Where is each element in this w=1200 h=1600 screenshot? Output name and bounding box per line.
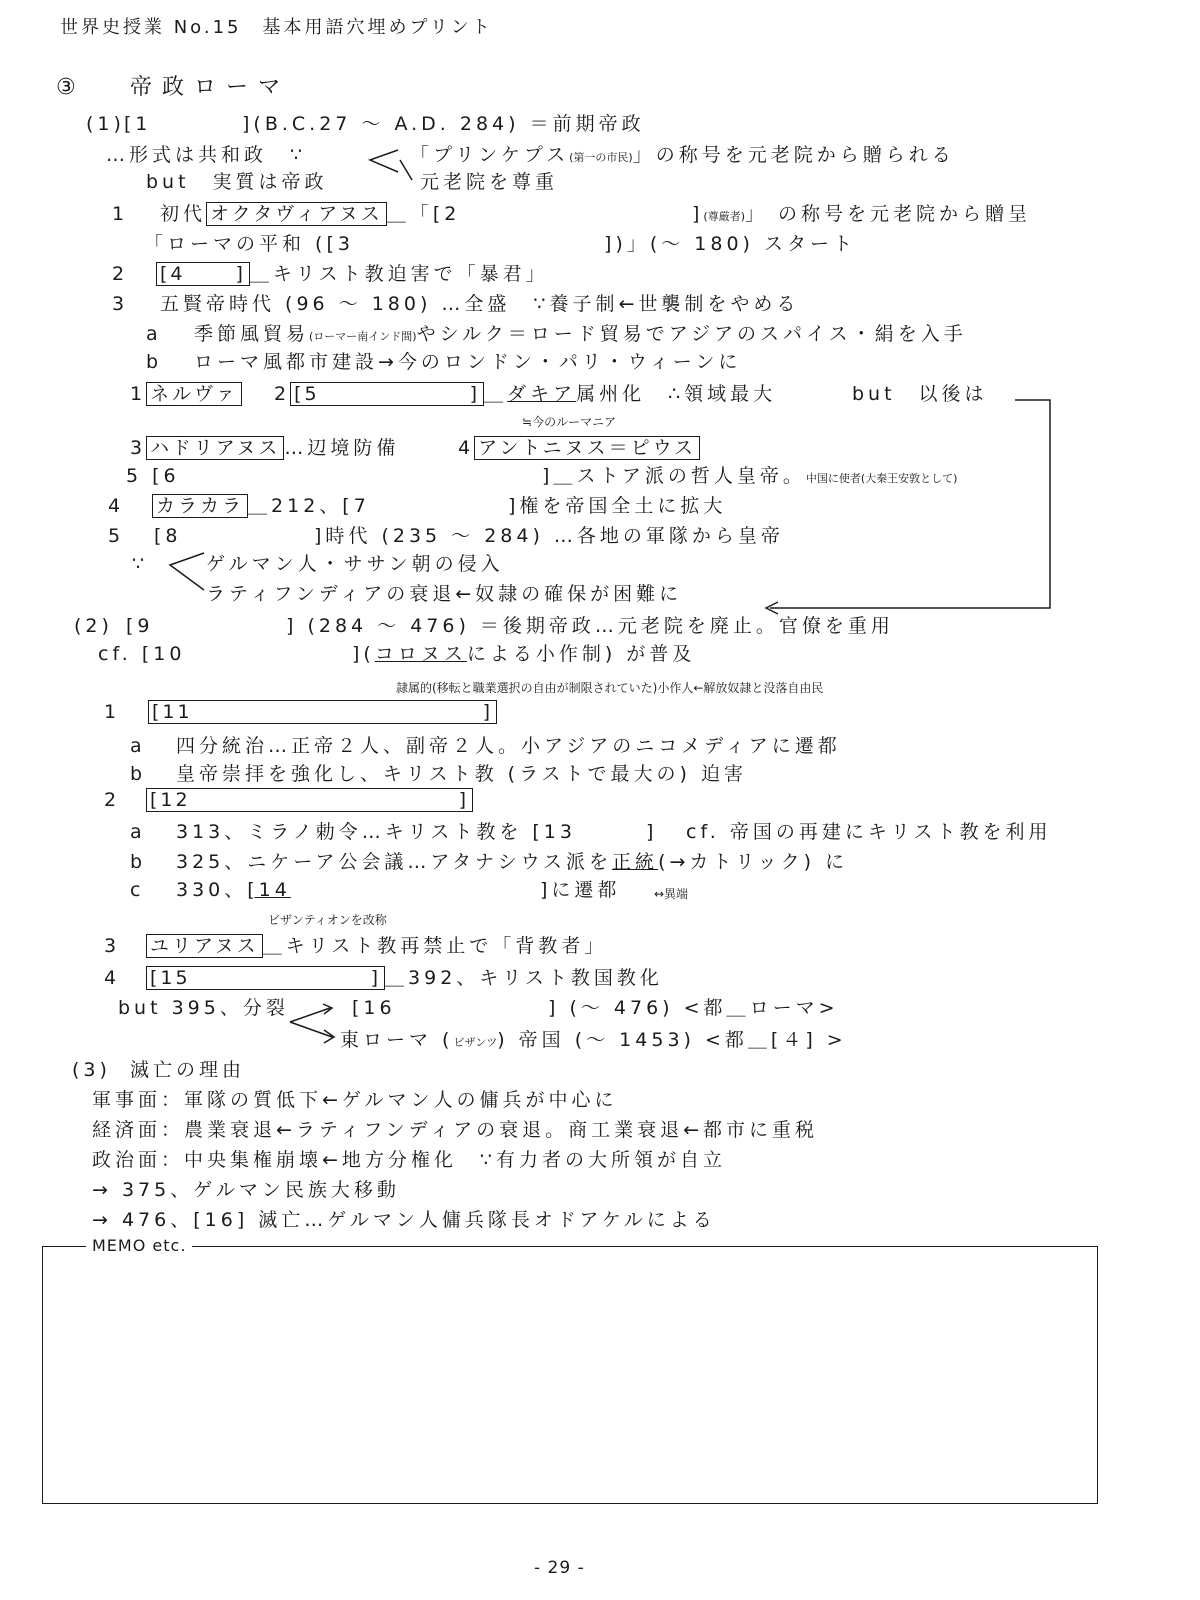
section-title: 帝政ローマ — [130, 75, 291, 100]
item3-number: 3 — [112, 293, 129, 315]
pax-romana-pre: 「ローマの平和 ([3 — [144, 233, 354, 255]
blank-13-close: ] — [646, 821, 658, 843]
item2-number: 2 — [112, 263, 129, 285]
emperor-5-pre: 5 [6 — [126, 465, 180, 487]
causes-bracket — [170, 553, 204, 590]
five-good-emperors: 五賢帝時代 (96 ～ 180) …全盛 ∵養子制←世襲制をやめる — [160, 293, 800, 315]
cause-2: ラティフンディアの衰退←奴隷の確保が困難に — [206, 583, 683, 605]
but-line: but 実質は帝政 — [146, 171, 328, 193]
emperor-5-tail: ]＿ストア派の哲人皇帝。中国に使者(大秦王安敦として) — [542, 465, 958, 487]
princeps-bracket — [370, 150, 398, 172]
colonus-note: 隷属的(移転と職業選択の自由が制限されていた)小作人←解放奴隷と没落自由民 — [396, 681, 824, 695]
item1-number: 1 — [112, 203, 129, 225]
item2-4-number: 4 — [104, 967, 121, 989]
blank-9: [9 — [126, 615, 154, 637]
blank-12 — [146, 788, 473, 812]
item2-2c-tail: ]に遷都 — [540, 879, 621, 901]
item4-number: 4 — [108, 495, 125, 517]
emperor-4: 4 アントニヌス＝ピウス — [458, 436, 700, 460]
blank-4-box: [4 ] — [156, 262, 250, 286]
split-arrow-west — [290, 1004, 332, 1022]
part3-title: 滅亡の理由 — [130, 1059, 246, 1081]
page-header: 世界史授業 No.15 基本用語穴埋めプリント — [60, 17, 493, 38]
event-476: → 476、[16] 滅亡…ゲルマン人傭兵隊長オドアケルによる — [92, 1209, 716, 1231]
hadrian-box: ハドリアヌス — [146, 436, 284, 460]
blank-5-box: [5 ] — [290, 382, 484, 406]
julian-box: ユリアヌス — [146, 934, 263, 958]
page-number: - 29 - — [534, 1558, 585, 1578]
memo-label: MEMO etc. — [86, 1234, 192, 1258]
blank-11 — [148, 700, 497, 724]
item2-1a-label: a — [130, 735, 146, 757]
reason-politics: 政治面：中央集権崩壊←地方分権化 ∵有力者の大所領が自立 — [92, 1149, 727, 1171]
blank-8: [8 — [154, 525, 182, 547]
item2-2c-text: 330、[14 — [176, 879, 291, 901]
item5-tail: ]時代 (235 ～ 284) …各地の軍隊から皇帝 — [314, 525, 784, 547]
byzantion-note: ビザンティオンを改称 — [268, 913, 387, 927]
cause-1: ゲルマン人・ササン朝の侵入 — [206, 553, 504, 575]
item1-title-line: ](尊厳者)」 の称号を元老院から贈呈 — [692, 203, 1032, 225]
romania-note: ≒今のルーマニア — [522, 415, 617, 429]
blank-11-box: [11 ] — [148, 700, 497, 724]
pax-romana-tail: ])」(～ 180) スタート — [604, 233, 856, 255]
blank-1: [1 — [124, 113, 152, 135]
item2-3-line: ユリアヌス ＿キリスト教再禁止で「背教者」 — [146, 934, 607, 958]
caracalla-box: カラカラ — [152, 494, 248, 518]
item2-2a-label: a — [130, 821, 146, 843]
item2-4-line: [15 ] ＿392、キリスト教国教化 — [146, 966, 663, 990]
item2-2a-cf: cf. 帝国の再建にキリスト教を利用 — [686, 821, 1052, 843]
item2-1b-label: b — [130, 763, 147, 785]
blank-15-box: [15 ] — [146, 966, 385, 990]
part3-label: (3) — [72, 1059, 111, 1081]
princeps-line: 「プリンケプス(第一の市民)」の称号を元老院から贈られる — [410, 144, 955, 166]
part2-label: (2) — [74, 615, 113, 637]
item2-1a-text: 四分統治…正帝２人、副帝２人。小アジアのニコメディアに遷都 — [176, 735, 841, 757]
reason-military: 軍事面：軍隊の質低下←ゲルマン人の傭兵が中心に — [92, 1089, 618, 1111]
event-375: → 375、ゲルマン民族大移動 — [92, 1179, 400, 1201]
form-line: …形式は共和政 ∵ — [106, 144, 307, 166]
section-number: ③ — [56, 75, 80, 100]
item4-line: カラカラ ＿212、[7 — [152, 494, 370, 518]
item3b-label: b — [146, 351, 163, 373]
item2-1b-text: 皇帝崇拝を強化し、キリスト教 (ラストで最大の) 迫害 — [176, 763, 747, 785]
emperor-2: 2 [5 ] ＿ダキア属州化 ∴領域最大 — [274, 383, 777, 405]
part2-range: ] (284 ～ 476) ＝後期帝政…元老院を廃止。官僚を重用 — [286, 615, 894, 637]
emperor-3: 3 ハドリアヌス …辺境防備 — [130, 437, 400, 459]
reason-economy: 経済面：農業衰退←ラティフンディアの衰退。商工業衰退←都市に重税 — [92, 1119, 819, 1141]
east-rome: 東ローマ (ビザンツ) 帝国 (～ 1453) <都＿[４] > — [340, 1029, 847, 1051]
item2-2-number: 2 — [104, 789, 121, 811]
blank-16: [16 — [352, 997, 396, 1019]
item2-2c-label: c — [130, 879, 145, 901]
item1-line: 初代 オクタヴィアヌス ＿「[2 — [160, 203, 461, 225]
item2-1-number: 1 — [104, 701, 121, 723]
colonus-line: ](コロヌスによる小作制) が普及 — [352, 643, 696, 665]
item2-line: [4 ] ＿キリスト教迫害で「暴君」 — [156, 262, 549, 286]
later-arrow-line — [770, 400, 1050, 608]
emperor-1: 1 ネルヴァ — [130, 382, 242, 406]
antoninus-box: アントニヌス＝ピウス — [474, 436, 700, 460]
item2-2a-text: 313、ミラノ勅令…キリスト教を [13 — [176, 821, 576, 843]
item4-tail: ]権を帝国全土に拡大 — [508, 495, 727, 517]
memo-box — [42, 1246, 1098, 1504]
heresy-note: ↔異端 — [654, 887, 689, 901]
because-mark: ∵ — [132, 553, 149, 575]
item3b-text: ローマ風都市建設→今のロンドン・パリ・ウィーンに — [194, 351, 742, 373]
split-line: but 395、分裂 — [118, 997, 289, 1019]
item3a-label: a — [146, 323, 162, 345]
blank-12-box: [12 ] — [146, 788, 473, 812]
item2-2b-label: b — [130, 851, 147, 873]
item2-2b-text: 325、ニケーア公会議…アタナシウス派を正統(→カトリック) に — [176, 851, 849, 873]
but-after: but 以後は — [852, 383, 988, 405]
item3a-text: 季節風貿易(ローマー南インド間)やシルク＝ロード貿易でアジアのスパイス・絹を入手 — [194, 323, 967, 345]
nerva-box: ネルヴァ — [146, 382, 242, 406]
octavian-box: オクタヴィアヌス — [206, 202, 387, 226]
part1-label: (1) — [86, 113, 125, 135]
split-arrow-east — [290, 1022, 334, 1043]
cf-blank-10: cf. [10 — [98, 643, 186, 665]
item5-number: 5 — [108, 525, 125, 547]
part1-range: ](B.C.27 ～ A.D. 284) ＝前期帝政 — [242, 113, 645, 135]
west-rome: ] (～ 476) <都＿ローマ> — [548, 997, 839, 1019]
senate-respect: 元老院を尊重 — [420, 171, 559, 193]
item2-3-number: 3 — [104, 935, 121, 957]
